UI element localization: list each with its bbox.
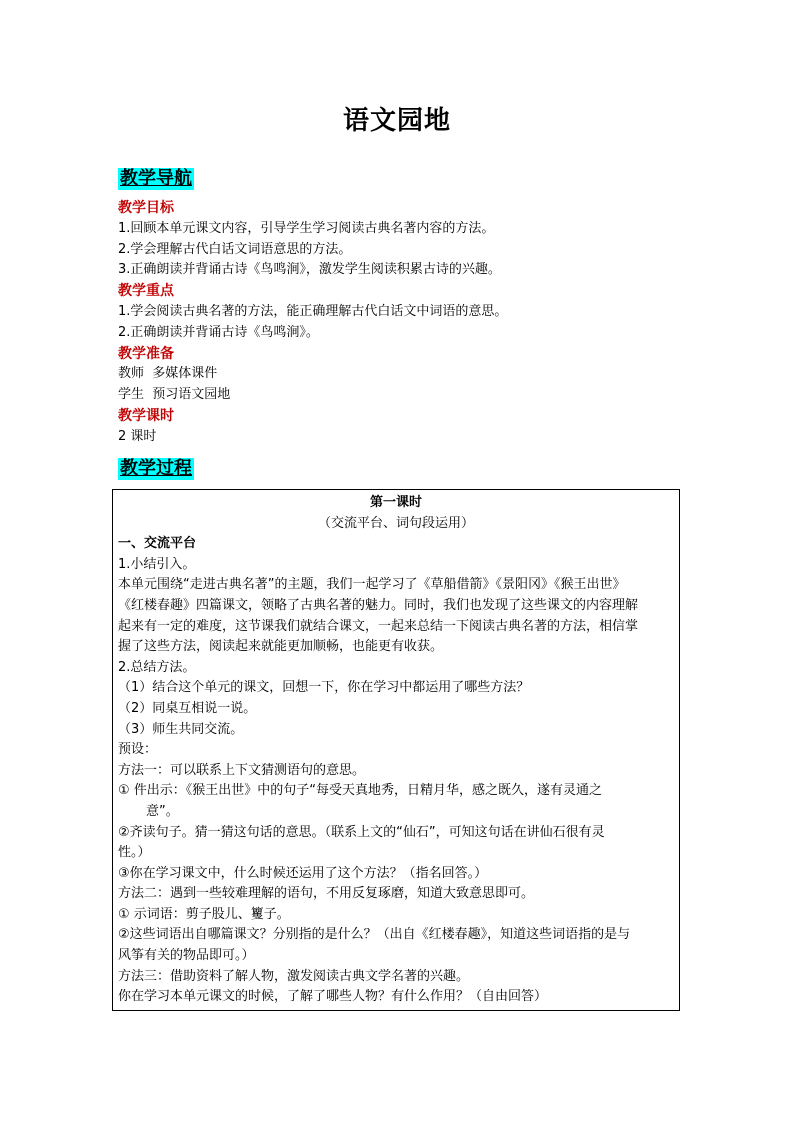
lesson-line: ②这些词语出自哪篇课文？分别指的是什么？（出自《红楼春趣》，知道这些词语指的是与 bbox=[118, 927, 631, 943]
goal-item: 1.回顾本单元课文内容，引导学生学习阅读古典名著内容的方法。 bbox=[118, 220, 495, 236]
lesson-line: ① 件出示：《猴王出世》中的句子“每受天真地秀，日精月华，感之既久，遂有灵通之 bbox=[118, 783, 603, 799]
section-banner-process: 教学过程 bbox=[120, 458, 192, 479]
teaching-info bbox=[118, 198, 688, 448]
lesson-title: 第一课时 bbox=[369, 495, 422, 510]
goal-item: 3.正确朗读并背诵古诗《鸟鸣涧》，激发学生阅读积累古诗的兴趣。 bbox=[118, 262, 501, 278]
focus-header: 教学重点 bbox=[118, 283, 174, 300]
hours-header: 教学课时 bbox=[118, 407, 174, 424]
lesson-section-header: 一、交流平台 bbox=[118, 536, 197, 552]
lesson-line: 你在学习本单元课文的时候，了解了哪些人物？有什么作用？（自由回答） bbox=[118, 989, 548, 1005]
lesson-line: ③你在学习课文中，什么时候还运用了这个方法？（指名回答。） bbox=[118, 865, 488, 881]
lesson-line: 预设： bbox=[118, 742, 158, 758]
focus-item: 2.正确朗读并背诵古诗《鸟鸣涧》。 bbox=[118, 324, 319, 340]
lesson-line: （2）同桌互相说一说。 bbox=[118, 700, 257, 716]
goal-item: 2.学会理解古代白话文词语意思的方法。 bbox=[118, 241, 352, 257]
focus-item: 1.学会阅读古典名著的方法，能正确理解古代白话文中词语的意思。 bbox=[118, 303, 508, 319]
lesson-subtitle: （交流平台、词句段运用） bbox=[317, 515, 474, 531]
hours-item: 2 课时 bbox=[118, 428, 157, 444]
lesson-line: 《红楼春趣》四篇课文，领略了古典名著的魅力。同时，我们也发现了这些课文的内容理解 bbox=[118, 597, 639, 613]
lesson-line: 意”。 bbox=[146, 803, 179, 819]
lesson-line: 性。） bbox=[118, 845, 151, 861]
lesson-line: 本单元围绕“走进古典名著”的主题，我们一起学习了《草船借箭》《景阳冈》《猴王出世》 bbox=[118, 577, 626, 593]
lesson-line: 方法一：可以联系上下文猜测语句的意思。 bbox=[118, 762, 366, 778]
prep-item: 学生 预习语文园地 bbox=[118, 387, 231, 403]
lesson-line: 起来有一定的难度，这节课我们就结合课文，一起来总结一下阅读古典名著的方法，相信掌 bbox=[118, 618, 639, 634]
lesson-line: （3）师生共同交流。 bbox=[118, 721, 244, 737]
goals-header: 教学目标 bbox=[118, 200, 174, 216]
lesson-line: 方法三：借助资料了解人物，激发阅读古典文学名著的兴趣。 bbox=[118, 968, 470, 984]
prep-header: 教学准备 bbox=[118, 345, 174, 362]
lesson-line: （1）结合这个单元的课文，回想一下，你在学习中都运用了哪些方法？ bbox=[118, 680, 530, 696]
lesson-line: ②齐读句子。猜一猜这句话的意思。（联系上文的“仙石”，可知这句话在讲仙石很有灵 bbox=[118, 824, 605, 840]
lesson-line: 2.总结方法。 bbox=[118, 659, 196, 675]
prep-item: 教师 多媒体课件 bbox=[118, 366, 218, 382]
lesson-table bbox=[112, 489, 680, 1011]
lesson-line: 1.小结引入。 bbox=[118, 556, 196, 572]
section-banner-guide: 教学导航 bbox=[120, 168, 192, 189]
lesson-line: ① 示词语：剪子股儿、籰子。 bbox=[118, 906, 290, 922]
page-title: 语文园地 bbox=[342, 106, 451, 136]
lesson-line: 握了这些方法，阅读起来就能更加顺畅，也能更有收获。 bbox=[118, 639, 444, 655]
lesson-line: 方法二：遇到一些较难理解的语句，不用反复琢磨，知道大致意思即可。 bbox=[118, 886, 535, 902]
lesson-line: 风筝有关的物品即可。） bbox=[118, 948, 255, 964]
